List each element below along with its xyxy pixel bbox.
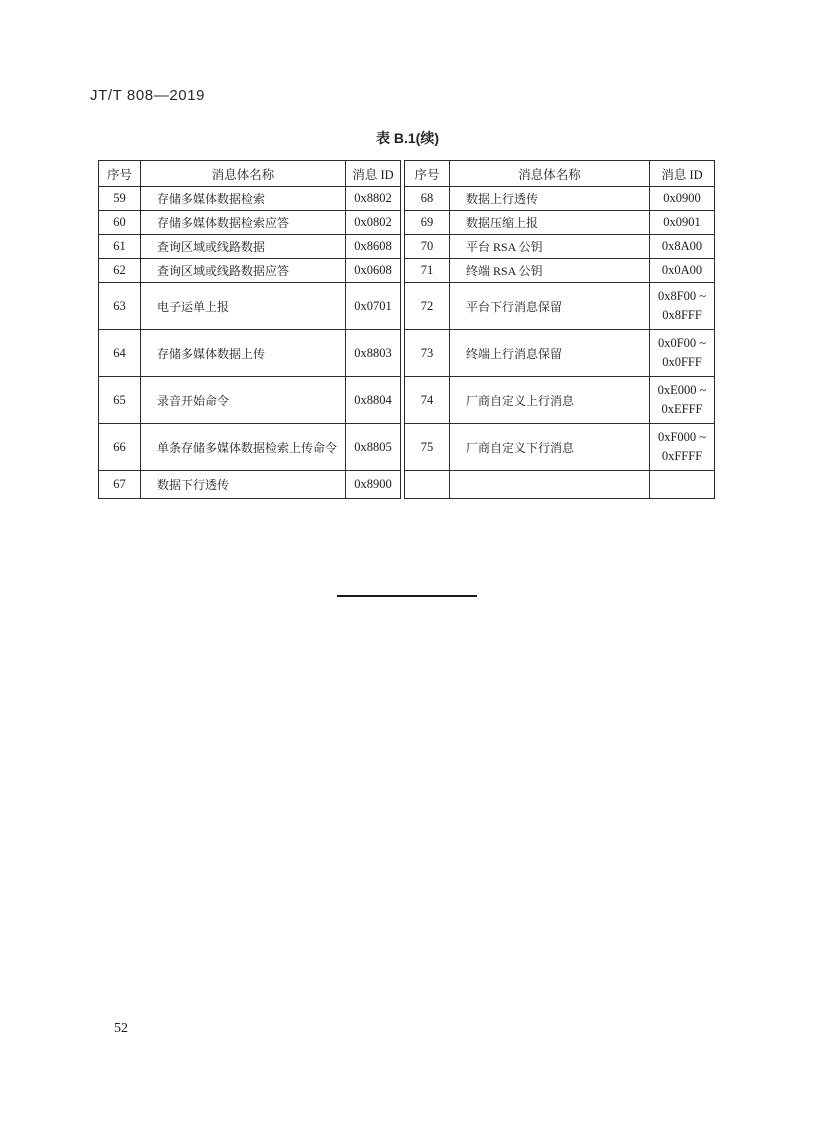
seq-cell: 75 (405, 424, 450, 471)
name-cell: 数据压缩上报 (450, 211, 650, 235)
name-cell: 数据上行透传 (450, 187, 650, 211)
id-cell (650, 471, 715, 499)
id-cell: 0x8608 (346, 235, 401, 259)
name-cell: 录音开始命令 (141, 377, 346, 424)
name-cell: 单条存储多媒体数据检索上传命令 (141, 424, 346, 471)
id-cell: 0x0A00 (650, 259, 715, 283)
document-end-line (337, 595, 477, 597)
seq-cell: 71 (405, 259, 450, 283)
table-row (405, 283, 715, 330)
message-table-right (404, 160, 715, 499)
table-row (99, 377, 401, 424)
id-cell: 0x0F00 ~ 0x0FFF (650, 330, 715, 377)
name-cell: 查询区域或线路数据 (141, 235, 346, 259)
seq-cell: 59 (99, 187, 141, 211)
message-table-left (98, 160, 401, 499)
id-cell: 0x8F00 ~ 0x8FFF (650, 283, 715, 330)
table-row (405, 377, 715, 424)
seq-cell: 72 (405, 283, 450, 330)
table-row (99, 471, 401, 499)
name-cell: 终端上行消息保留 (450, 330, 650, 377)
table-row (99, 424, 401, 471)
table-row (99, 259, 401, 283)
table-row (99, 187, 401, 211)
col-header-seq: 序号 (99, 161, 141, 187)
id-cell: 0x8803 (346, 330, 401, 377)
name-cell: 平台 RSA 公钥 (450, 235, 650, 259)
id-cell: 0x0608 (346, 259, 401, 283)
table-row (99, 235, 401, 259)
col-header-seq: 序号 (405, 161, 450, 187)
table-row (99, 283, 401, 330)
table-row-empty (405, 471, 715, 499)
table-header-row (405, 161, 715, 187)
col-header-name: 消息体名称 (450, 161, 650, 187)
seq-cell: 67 (99, 471, 141, 499)
name-cell: 查询区域或线路数据应答 (141, 259, 346, 283)
seq-cell: 70 (405, 235, 450, 259)
name-cell: 存储多媒体数据上传 (141, 330, 346, 377)
seq-cell: 73 (405, 330, 450, 377)
table-row (99, 211, 401, 235)
id-cell: 0x0701 (346, 283, 401, 330)
seq-cell: 65 (99, 377, 141, 424)
table-row (405, 330, 715, 377)
col-header-id: 消息 ID (346, 161, 401, 187)
name-cell: 存储多媒体数据检索 (141, 187, 346, 211)
seq-cell: 68 (405, 187, 450, 211)
id-cell: 0x0900 (650, 187, 715, 211)
seq-cell: 61 (99, 235, 141, 259)
col-header-id: 消息 ID (650, 161, 715, 187)
seq-cell: 66 (99, 424, 141, 471)
name-cell: 厂商自定义下行消息 (450, 424, 650, 471)
seq-cell: 69 (405, 211, 450, 235)
id-cell: 0xF000 ~ 0xFFFF (650, 424, 715, 471)
seq-cell: 63 (99, 283, 141, 330)
name-cell (450, 471, 650, 499)
id-cell: 0x0901 (650, 211, 715, 235)
seq-cell: 62 (99, 259, 141, 283)
name-cell: 厂商自定义上行消息 (450, 377, 650, 424)
table-row (405, 235, 715, 259)
name-cell: 数据下行透传 (141, 471, 346, 499)
id-cell: 0x8802 (346, 187, 401, 211)
table-row (405, 259, 715, 283)
seq-cell: 74 (405, 377, 450, 424)
id-cell: 0x8900 (346, 471, 401, 499)
id-cell: 0x8A00 (650, 235, 715, 259)
table-row (405, 187, 715, 211)
id-cell: 0x8805 (346, 424, 401, 471)
table-caption: 表 B.1(续) (376, 130, 439, 146)
name-cell: 平台下行消息保留 (450, 283, 650, 330)
page-number: 52 (114, 1021, 128, 1036)
table-row (99, 330, 401, 377)
seq-cell: 64 (99, 330, 141, 377)
id-cell: 0x0802 (346, 211, 401, 235)
seq-cell (405, 471, 450, 499)
name-cell: 存储多媒体数据检索应答 (141, 211, 346, 235)
name-cell: 终端 RSA 公钥 (450, 259, 650, 283)
table-row (405, 211, 715, 235)
col-header-name: 消息体名称 (141, 161, 346, 187)
table-row (405, 424, 715, 471)
table-header-row (99, 161, 401, 187)
seq-cell: 60 (99, 211, 141, 235)
id-cell: 0xE000 ~ 0xEFFF (650, 377, 715, 424)
id-cell: 0x8804 (346, 377, 401, 424)
name-cell: 电子运单上报 (141, 283, 346, 330)
document-header: JT/T 808—2019 (90, 87, 206, 104)
